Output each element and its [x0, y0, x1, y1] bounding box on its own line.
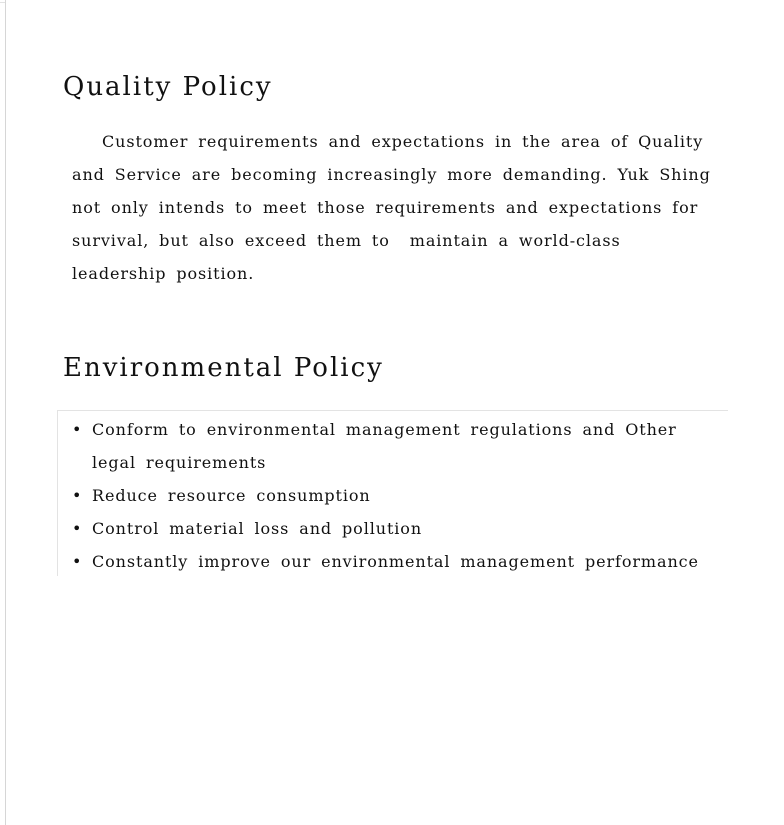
list-item-line: Conform to environmental management regulations and Other [92, 420, 677, 439]
list-item [72, 479, 722, 512]
bullet-icon: • [72, 519, 83, 538]
list-item [72, 512, 722, 545]
paragraph-line: Customer requirements and expectations in the area of Quality [102, 132, 704, 151]
page-corner-mark [0, 2, 5, 3]
bullet-icon: • [72, 552, 83, 571]
paragraph-line: not only intends to meet those requirements and expectations for [72, 198, 699, 217]
paragraph-line: survival, but also exceed them to maintain a world-class [72, 231, 621, 250]
bullet-icon: • [72, 420, 83, 439]
quality-policy-paragraph [72, 125, 722, 290]
paragraph-line: and Service are becoming increasingly more demanding. Yuk Shing [72, 165, 711, 184]
list-item-line: legal requirements [92, 453, 267, 472]
bullet-icon: • [72, 486, 83, 505]
quality-policy-heading: Quality Policy [63, 72, 273, 102]
list-item [72, 545, 722, 578]
list-item [72, 413, 722, 479]
environmental-policy-box [57, 410, 728, 576]
page-left-edge [5, 0, 6, 825]
list-item-line: Control material loss and pollution [92, 519, 423, 538]
environmental-policy-list [72, 413, 722, 578]
list-item-line: Constantly improve our environmental management performance [92, 552, 699, 571]
list-item-line: Reduce resource consumption [92, 486, 371, 505]
paragraph-line: leadership position. [72, 264, 255, 283]
environmental-policy-heading: Environmental Policy [63, 353, 384, 383]
